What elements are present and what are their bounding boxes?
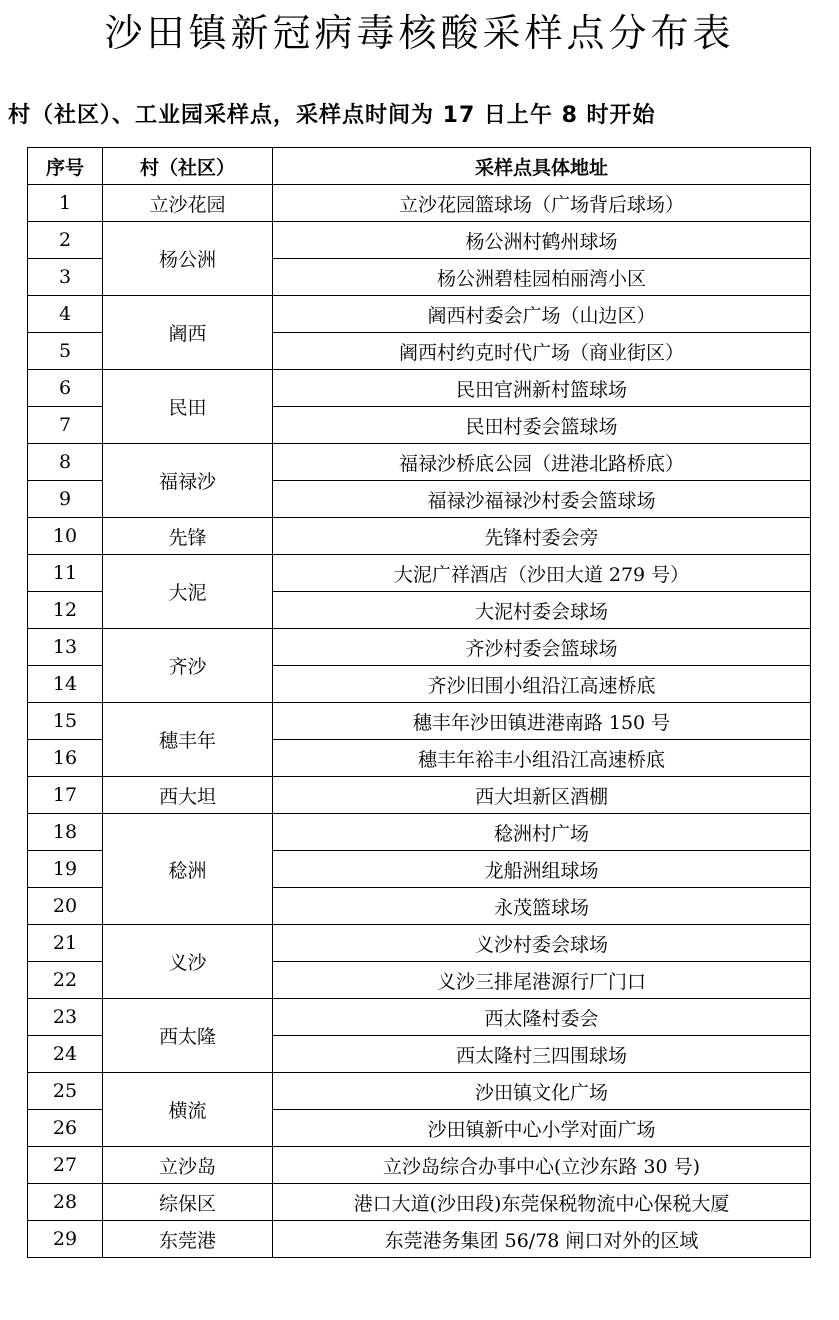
row-number: 20 — [28, 888, 103, 925]
row-number: 6 — [28, 370, 103, 407]
site-address: 杨公洲碧桂园柏丽湾小区 — [273, 259, 811, 296]
document-subtitle: 村（社区）、工业园采样点，采样点时间为 17 日上午 8 时开始 — [8, 103, 656, 128]
village-name: 穗丰年 — [103, 703, 273, 777]
village-name: 综保区 — [103, 1184, 273, 1221]
site-address: 福禄沙福禄沙村委会篮球场 — [273, 481, 811, 518]
row-number: 11 — [28, 555, 103, 592]
row-number: 28 — [28, 1184, 103, 1221]
row-number: 27 — [28, 1147, 103, 1184]
site-address: 大泥村委会球场 — [273, 592, 811, 629]
row-number: 17 — [28, 777, 103, 814]
village-name: 杨公洲 — [103, 222, 273, 296]
village-name: 阇西 — [103, 296, 273, 370]
site-address: 西太隆村三四围球场 — [273, 1036, 811, 1073]
village-name: 立沙花园 — [103, 185, 273, 222]
row-number: 10 — [28, 518, 103, 555]
table-row — [28, 703, 811, 740]
document-title: 沙田镇新冠病毒核酸采样点分布表 — [104, 11, 735, 55]
row-number: 19 — [28, 851, 103, 888]
site-address: 民田村委会篮球场 — [273, 407, 811, 444]
row-number: 23 — [28, 999, 103, 1036]
table-body — [28, 185, 811, 1258]
site-address: 阇西村委会广场（山边区） — [273, 296, 811, 333]
village-name: 义沙 — [103, 925, 273, 999]
table-row — [28, 999, 811, 1036]
village-name: 东莞港 — [103, 1221, 273, 1258]
village-name: 横流 — [103, 1073, 273, 1147]
table-row — [28, 1147, 811, 1184]
site-address: 西太隆村委会 — [273, 999, 811, 1036]
site-address: 立沙花园篮球场（广场背后球场） — [273, 185, 811, 222]
row-number: 21 — [28, 925, 103, 962]
row-number: 26 — [28, 1110, 103, 1147]
header-village: 村（社区） — [103, 148, 273, 185]
row-number: 24 — [28, 1036, 103, 1073]
table-row — [28, 777, 811, 814]
table-row — [28, 185, 811, 222]
site-address: 立沙岛综合办事中心(立沙东路 30 号) — [273, 1147, 811, 1184]
site-address: 杨公洲村鹤州球场 — [273, 222, 811, 259]
row-number: 14 — [28, 666, 103, 703]
site-address: 大泥广祥酒店（沙田大道 279 号） — [273, 555, 811, 592]
site-address: 民田官洲新村篮球场 — [273, 370, 811, 407]
row-number: 4 — [28, 296, 103, 333]
row-number: 8 — [28, 444, 103, 481]
site-address: 西大坦新区酒棚 — [273, 777, 811, 814]
site-address: 齐沙旧围小组沿江高速桥底 — [273, 666, 811, 703]
table-row — [28, 814, 811, 851]
site-address: 义沙三排尾港源行厂门口 — [273, 962, 811, 999]
site-address: 东莞港务集团 56/78 闸口对外的区域 — [273, 1221, 811, 1258]
site-address: 沙田镇新中心小学对面广场 — [273, 1110, 811, 1147]
header-number: 序号 — [28, 148, 103, 185]
site-address: 阇西村约克时代广场（商业街区） — [273, 333, 811, 370]
header-address: 采样点具体地址 — [273, 148, 811, 185]
village-name: 大泥 — [103, 555, 273, 629]
table-row — [28, 1221, 811, 1258]
row-number: 2 — [28, 222, 103, 259]
site-address: 先锋村委会旁 — [273, 518, 811, 555]
row-number: 29 — [28, 1221, 103, 1258]
table-row — [28, 370, 811, 407]
row-number: 18 — [28, 814, 103, 851]
row-number: 22 — [28, 962, 103, 999]
site-address: 稔洲村广场 — [273, 814, 811, 851]
site-address: 永茂篮球场 — [273, 888, 811, 925]
table-row — [28, 518, 811, 555]
table-row — [28, 1184, 811, 1221]
village-name: 立沙岛 — [103, 1147, 273, 1184]
site-address: 穗丰年裕丰小组沿江高速桥底 — [273, 740, 811, 777]
row-number: 25 — [28, 1073, 103, 1110]
site-address: 义沙村委会球场 — [273, 925, 811, 962]
village-name: 福禄沙 — [103, 444, 273, 518]
row-number: 5 — [28, 333, 103, 370]
site-address: 福禄沙桥底公园（进港北路桥底） — [273, 444, 811, 481]
site-address: 穗丰年沙田镇进港南路 150 号 — [273, 703, 811, 740]
village-name: 西大坦 — [103, 777, 273, 814]
sampling-sites-table — [27, 147, 811, 1258]
row-number: 9 — [28, 481, 103, 518]
row-number: 3 — [28, 259, 103, 296]
table-header-row — [28, 148, 811, 185]
row-number: 16 — [28, 740, 103, 777]
row-number: 13 — [28, 629, 103, 666]
site-address: 港口大道(沙田段)东莞保税物流中心保税大厦 — [273, 1184, 811, 1221]
table-row — [28, 222, 811, 259]
table-row — [28, 296, 811, 333]
site-address: 龙船洲组球场 — [273, 851, 811, 888]
row-number: 7 — [28, 407, 103, 444]
village-name: 西太隆 — [103, 999, 273, 1073]
site-address: 齐沙村委会篮球场 — [273, 629, 811, 666]
row-number: 15 — [28, 703, 103, 740]
row-number: 12 — [28, 592, 103, 629]
site-address: 沙田镇文化广场 — [273, 1073, 811, 1110]
village-name: 齐沙 — [103, 629, 273, 703]
table-row — [28, 444, 811, 481]
village-name: 稔洲 — [103, 814, 273, 925]
table-row — [28, 629, 811, 666]
table-row — [28, 925, 811, 962]
village-name: 民田 — [103, 370, 273, 444]
row-number: 1 — [28, 185, 103, 222]
table-row — [28, 1073, 811, 1110]
table-row — [28, 555, 811, 592]
village-name: 先锋 — [103, 518, 273, 555]
